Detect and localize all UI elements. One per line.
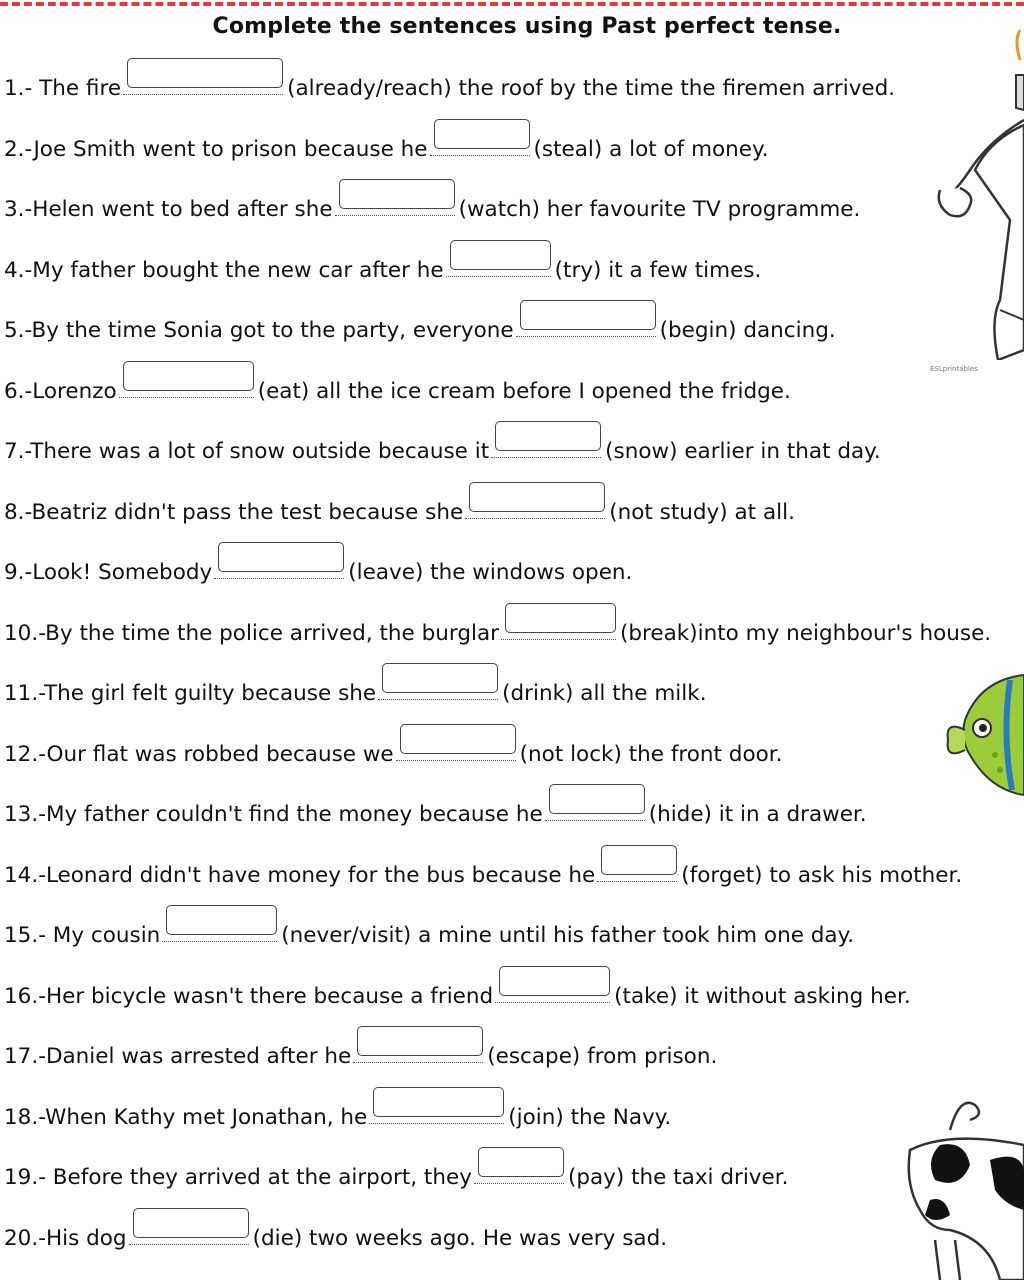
answer-blank[interactable] xyxy=(396,738,516,761)
answer-blank[interactable] xyxy=(545,798,645,821)
exercise-text: 15.- My cousin xyxy=(4,923,161,948)
exercise-text: 5.-By the time Sonia got to the party, everyone xyxy=(4,318,514,343)
cow-illustration xyxy=(890,1090,1024,1280)
exercise-text: 10.-By the time the police arrived, the burglar xyxy=(4,620,499,646)
exercise-hint: (not study) at all. xyxy=(609,499,795,525)
exercise-text: 6.-Lorenzo xyxy=(4,378,117,404)
answer-blank[interactable] xyxy=(446,254,551,277)
exercise-text: 4.-My father bought the new car after he xyxy=(4,257,444,283)
answer-box[interactable] xyxy=(357,1026,483,1056)
exercise-item xyxy=(4,1222,667,1253)
answer-box[interactable] xyxy=(549,784,645,814)
exercise-hint: (eat) all the ice cream before I opened the fridge. xyxy=(257,378,791,404)
exercise-text: 9.-Look! Somebody xyxy=(4,560,213,585)
exercise-hint: (join) the Navy. xyxy=(508,1104,672,1130)
answer-box[interactable] xyxy=(127,58,283,88)
exercise-text: 7.-There was a lot of snow outside because it xyxy=(4,439,490,464)
fireman-illustration xyxy=(930,20,1024,360)
decorative-dashed-border xyxy=(0,2,1024,6)
exercise-item xyxy=(4,254,761,285)
exercise-hint: (forget) to ask his mother. xyxy=(681,862,963,888)
answer-blank[interactable] xyxy=(162,919,277,942)
answer-blank[interactable] xyxy=(129,1222,249,1245)
exercise-item xyxy=(4,1040,717,1071)
exercise-text: 18.-When Kathy met Jonathan, he xyxy=(4,1104,368,1130)
answer-blank[interactable] xyxy=(491,435,601,458)
exercise-hint: (steal) a lot of money. xyxy=(533,136,769,162)
answer-box[interactable] xyxy=(123,361,254,391)
answer-box[interactable] xyxy=(520,300,656,330)
answer-box[interactable] xyxy=(373,1087,504,1117)
exercise-item xyxy=(4,798,867,829)
exercise-text: 19.- Before they arrived at the airport, they xyxy=(4,1165,472,1190)
exercise-item xyxy=(4,919,854,950)
exercise-hint: (hide) it in a drawer. xyxy=(648,802,867,827)
answer-box[interactable] xyxy=(495,421,601,451)
exercise-item xyxy=(4,133,769,164)
exercise-hint: (escape) from prison. xyxy=(487,1044,718,1069)
exercise-item xyxy=(4,72,895,103)
exercise-text: 2.-Joe Smith went to prison because he xyxy=(4,136,428,162)
answer-blank[interactable] xyxy=(465,496,605,519)
exercise-item xyxy=(4,980,911,1011)
exercise-hint: (pay) the taxi driver. xyxy=(567,1165,789,1190)
answer-blank[interactable] xyxy=(597,859,677,882)
answer-blank[interactable] xyxy=(516,314,656,337)
exercise-text: 17.-Daniel was arrested after he xyxy=(4,1044,352,1069)
exercise-text: 20.-His dog xyxy=(4,1225,127,1251)
exercise-hint: (die) two weeks ago. He was very sad. xyxy=(252,1225,668,1251)
answer-box[interactable] xyxy=(400,724,516,754)
exercise-item xyxy=(4,1101,671,1132)
watermark: ESLprintables xyxy=(930,365,978,373)
answer-box[interactable] xyxy=(505,603,616,633)
answer-blank[interactable] xyxy=(474,1161,564,1184)
exercise-text: 3.-Helen went to bed after she xyxy=(4,197,333,222)
exercise-hint: (snow) earlier in that day. xyxy=(605,439,881,464)
exercise-item xyxy=(4,1161,788,1192)
exercise-item xyxy=(4,738,782,769)
exercise-text: 13.-My father couldn't find the money because he xyxy=(4,802,543,827)
answer-box[interactable] xyxy=(382,663,498,693)
exercise-text: 1.- The fire xyxy=(4,76,122,101)
answer-blank[interactable] xyxy=(430,133,530,156)
exercise-hint: (try) it a few times. xyxy=(554,257,762,283)
exercise-hint: (drink) all the milk. xyxy=(502,681,707,706)
answer-box[interactable] xyxy=(601,845,677,875)
answer-blank[interactable] xyxy=(378,677,498,700)
exercise-item xyxy=(4,859,962,890)
exercise-hint: (not lock) the front door. xyxy=(519,741,783,767)
exercise-hint: (take) it without asking her. xyxy=(614,983,911,1009)
exercise-item xyxy=(4,496,795,527)
exercise-text: 8.-Beatriz didn't pass the test because she xyxy=(4,499,464,525)
answer-box[interactable] xyxy=(166,905,277,935)
exercise-item xyxy=(4,375,791,406)
answer-box[interactable] xyxy=(469,482,605,512)
exercise-item xyxy=(4,193,860,224)
answer-blank[interactable] xyxy=(335,193,455,216)
answer-box[interactable] xyxy=(133,1208,249,1238)
exercise-item xyxy=(4,677,707,708)
exercise-item xyxy=(4,435,881,466)
exercise-item xyxy=(4,314,836,345)
answer-blank[interactable] xyxy=(501,617,616,640)
exercise-hint: (begin) dancing. xyxy=(659,318,836,343)
fish-illustration xyxy=(940,660,1024,810)
exercise-text: 12.-Our flat was robbed because we xyxy=(4,741,394,767)
exercise-text: 14.-Leonard didn't have money for the bus because he xyxy=(4,862,596,888)
exercise-text: 16.-Her bicycle wasn't there because a friend xyxy=(4,983,494,1009)
answer-box[interactable] xyxy=(218,542,344,572)
exercise-hint: (leave) the windows open. xyxy=(348,560,633,585)
answer-blank[interactable] xyxy=(353,1040,483,1063)
answer-box[interactable] xyxy=(434,119,530,149)
exercise-text: 11.-The girl felt guilty because she xyxy=(4,681,377,706)
answer-blank[interactable] xyxy=(369,1101,504,1124)
exercise-hint: (watch) her favourite TV programme. xyxy=(458,197,861,222)
page-title: Complete the sentences using Past perfect tense. xyxy=(212,14,842,39)
answer-box[interactable] xyxy=(339,179,455,209)
answer-blank[interactable] xyxy=(119,375,254,398)
answer-box[interactable] xyxy=(499,966,610,996)
answer-box[interactable] xyxy=(450,240,551,270)
exercise-item xyxy=(4,556,632,587)
exercise-hint: (never/visit) a mine until his father took him one day. xyxy=(281,923,855,948)
exercise-item xyxy=(4,617,991,648)
exercise-hint: (break)into my neighbour's house. xyxy=(619,620,992,646)
answer-blank[interactable] xyxy=(495,980,610,1003)
answer-box[interactable] xyxy=(478,1147,564,1177)
answer-blank[interactable] xyxy=(123,72,283,95)
exercise-hint: (already/reach) the roof by the time the firemen arrived. xyxy=(287,76,896,101)
answer-blank[interactable] xyxy=(214,556,344,579)
